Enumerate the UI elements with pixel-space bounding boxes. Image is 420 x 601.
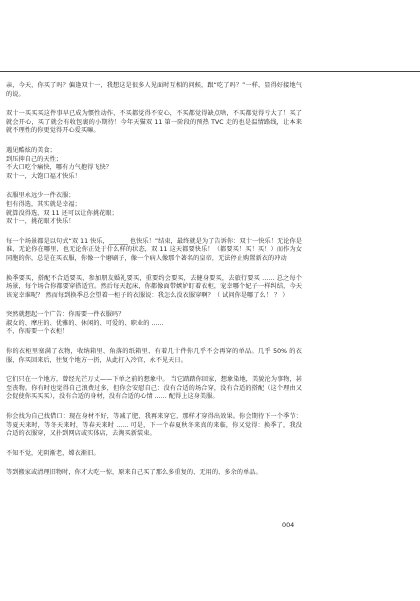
paragraph-imagination: 它们只在一个地方，曾经光芒万丈——下单之前的想象中。 当它踏踏你回家，想象染地，美貌沦为事物，甚至丧物。你有时也觉得自己浪费过多，但你会安慰自己：没有合适的场合穿，没有合适的搭配（这个理由又会促使你买买买），没有合适的身材，没有合适的心情 ...... 配得上这身美服。 bbox=[6, 376, 302, 401]
paragraph-wardrobe: 你的衣柜里塞满了衣物，收纳箱里、角落的纸箱里、有着几十件你几乎不会再穿的单品。几乎 50% 的衣服，你买回来后，往复个地方一扔，从此打入冷宫，永不见天日。 bbox=[6, 348, 302, 364]
paragraph-shopping-habit: 双十一买买买这件事早已成为惯性动作，不买都觉得不安心，不买都觉得缺点啥，不买都觉得亏大了！买了就会开心，买了就会有收包裹的小期待！今年天猫双 11 第一阶段的预热 TVC 走的也是温情路线，让本来就不理性的你更觉得开心爱买嘛。 bbox=[6, 110, 302, 135]
verse-line: 衣服里永远少一件衣服； bbox=[6, 192, 75, 200]
verse-line: 到压抑自己的天性； bbox=[6, 155, 63, 163]
verse-line: 淑女的、摩庄的、优雅的、休闲的、可爱的、职业的 ...... bbox=[6, 319, 164, 327]
paragraph-excuses: 你会找为自己找借口：现在身材不好，等减了肥，我再来穿它，那样才穿得出效果。你会期待下一个季节：等夏天来时，等冬天来时，等春天来时 ...... 可是，下一个春夏秋冬来真的来临，你又觉得：换季了，我没合适的衣服穿，又扑到网店或实体店，去淘买新装束。 bbox=[6, 413, 302, 438]
verse-line: 遇见酷炫的美食； bbox=[6, 146, 56, 154]
paragraph-moving: 等到搬家或清理旧物时，你才大吃一惊，原来自己买了那么多重复的、无用的、多余的单品。 bbox=[6, 469, 262, 477]
verse-line: 就算没得选，双 11 还可以让你挑花眼； bbox=[6, 209, 118, 217]
paragraph-slogan: 每一个场景都是以句式“双 11 快乐，______ 也快乐！”结束，最终就是为了告诉你：双十一快乐！无论你是谁，无论你在哪里，也无论你正处于什么样的状态，双 11 这天都要快乐！（都要买！买！买！）而作为女同胞的你，总是在买衣服，你像一个磨刷子，像一个病人像那个著名的皇帝，无法停止购置新衣的冲动 bbox=[6, 237, 302, 262]
verse-line: 突然就想起一个广告：你需要一件衣服吗？ bbox=[6, 311, 125, 319]
verse-line: 但有得选，其实就是幸福； bbox=[6, 200, 81, 208]
article-body bbox=[6, 82, 302, 489]
verse-line: 双十一，大饱口福才快乐！ bbox=[6, 172, 81, 180]
page-number: 004 bbox=[282, 521, 295, 529]
paragraph-time: 不知不觉，光阴渐老，嫦衣渐旧。 bbox=[6, 449, 100, 457]
verse-line: 双十一，挑花眼才快乐！ bbox=[6, 218, 75, 226]
paragraph-seasons: 换季要买，搭配不合适要买，参加朋友婚礼要买，重要约会要买，去健身要买，去旅行要买 …… 总之每个场景，每个场合你都要穿搭适宜。然后每天起床，你都像面带嫉妒盯着衣柜，宠幸哪个妃子一样纠结，今天该宠幸谁呢？ 然而每到换季总会望着一柜子的衣服说：我怎么没衣服穿啊？（ 试问你是哪了么！ ？ ） bbox=[6, 274, 302, 299]
verse-line: 不大口吃个痛快，哪有力气抱得飞快？ bbox=[6, 164, 113, 172]
verse-line: 不，你需要一个衣柜！ bbox=[6, 328, 69, 336]
paragraph-greeting: 亲，今天，你买了吗？偏逢双十一，我想这是很多人见面时互相的问候，跟“吃了吗？”一样，显得好接地气的说。 bbox=[6, 82, 302, 98]
header-rule bbox=[0, 0, 420, 72]
